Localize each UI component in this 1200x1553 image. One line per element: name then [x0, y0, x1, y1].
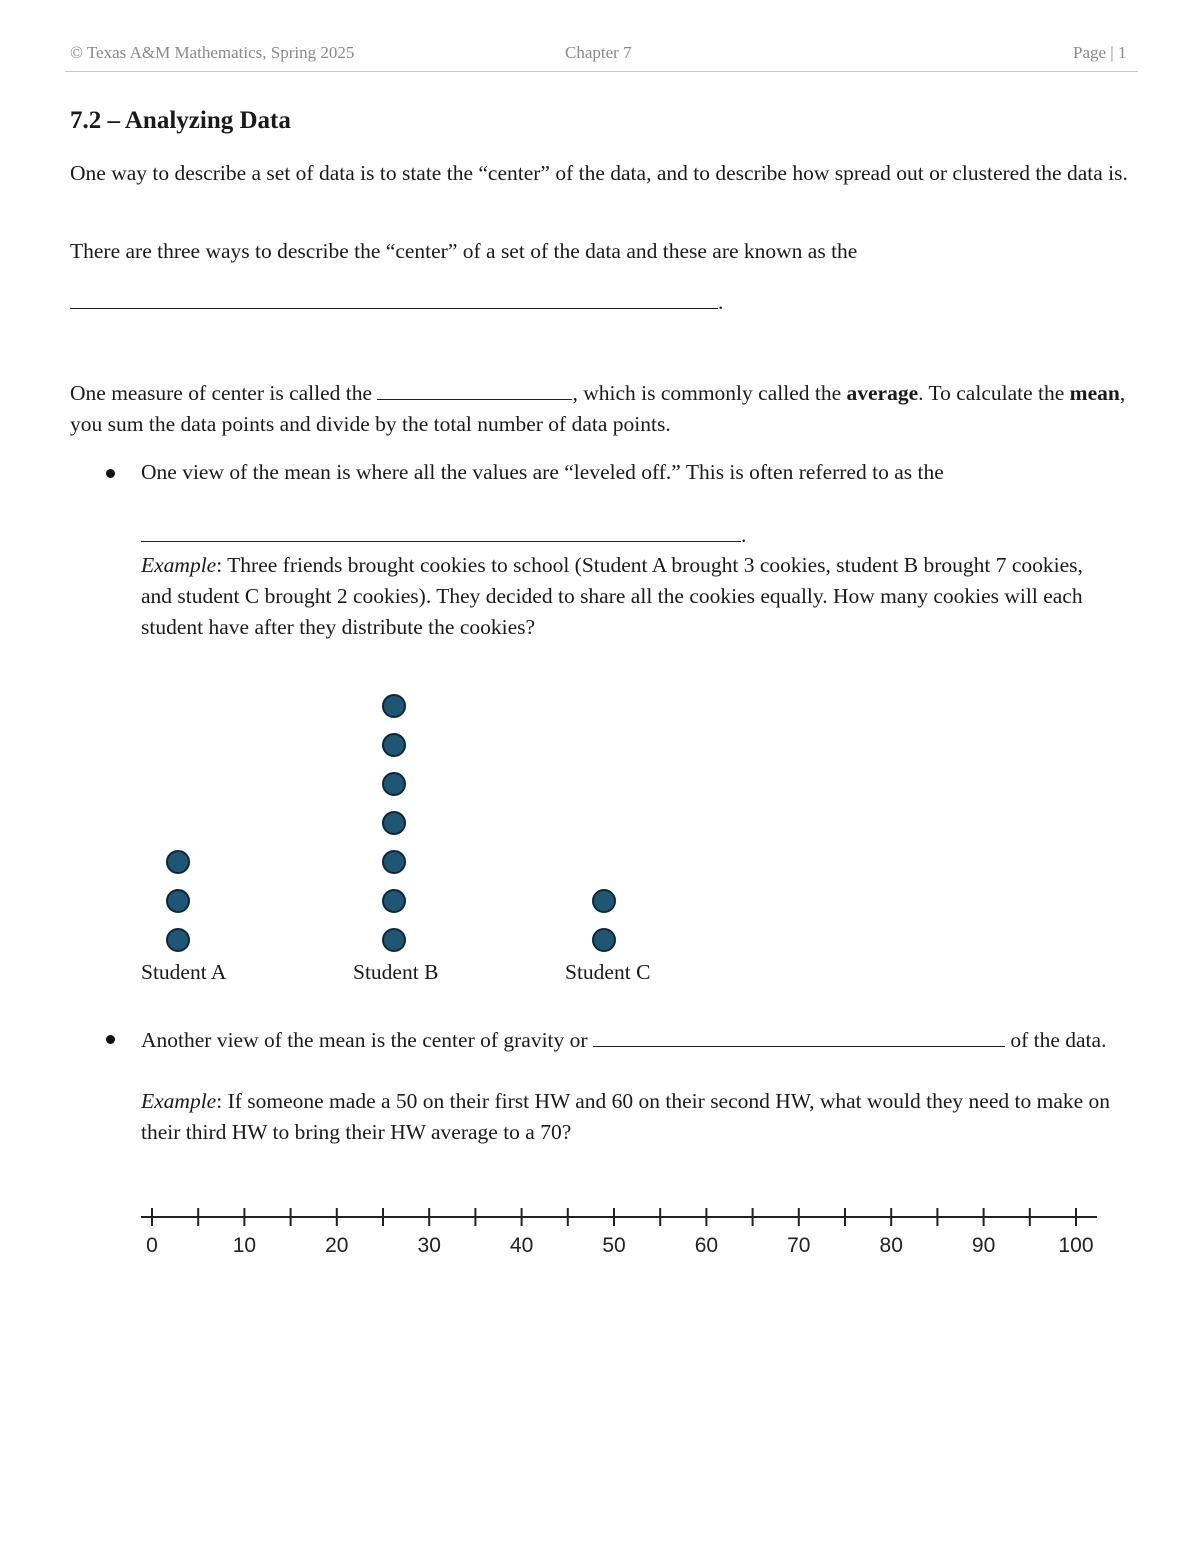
number-line-label: 100: [1058, 1234, 1094, 1257]
number-line-label: 10: [232, 1234, 257, 1257]
center-paragraph: There are three ways to describe the “center” of a set of the data and these are known as the: [70, 239, 858, 263]
header-left: © Texas A&M Mathematics, Spring 2025: [70, 43, 355, 62]
number-line-label: 20: [325, 1234, 349, 1257]
number-line-label: 50: [602, 1234, 626, 1257]
example-cookies: Example: Three friends brought cookies to school (Student A brought 3 cookies, student B brought 7 cookies, and student C brought 2 cookies). They decided to share all the cookies equally. How many cookies will each student have after they distribute the cookies?: [141, 553, 1083, 639]
student-c-label: Student C: [565, 960, 651, 984]
intro-paragraph: One way to describe a set of data is to state the “center” of the data, and to describe how spread out or clustered the data is.: [70, 161, 1128, 185]
number-line-label: 30: [417, 1234, 441, 1257]
number-line-label: 40: [509, 1234, 534, 1257]
number-line-label: 0: [146, 1234, 158, 1257]
header-right: Page | 1: [1073, 43, 1127, 62]
number-line-label: 60: [694, 1234, 719, 1257]
mean-paragraph: One measure of center is called the , which is commonly called the average. To calculate the mean, you sum the data points and divide by the total number of data points.: [70, 377, 1132, 440]
student-a-label: Student A: [141, 960, 227, 984]
student-b-label: Student B: [353, 960, 439, 984]
bullet-leveled-off: One view of the mean is where all the values are “leveled off.” This is often referred to as the: [141, 460, 944, 484]
example-homework: Example: If someone made a 50 on their first HW and 60 on their second HW, what would they need to make on their third HW to bring their HW average to a 70?: [141, 1089, 1111, 1144]
number-line-label: 70: [787, 1234, 811, 1257]
fill-blank-line-1: .: [70, 286, 723, 318]
number-line-label: 90: [971, 1234, 996, 1257]
number-line-label: 80: [879, 1234, 903, 1257]
section-title: 7.2 – Analyzing Data: [70, 107, 291, 134]
bullet-center-of-gravity: Another view of the mean is the center of gravity or of the data.: [141, 1024, 1116, 1056]
header-center: Chapter 7: [565, 43, 632, 62]
fill-blank-line-2: .: [141, 519, 746, 551]
